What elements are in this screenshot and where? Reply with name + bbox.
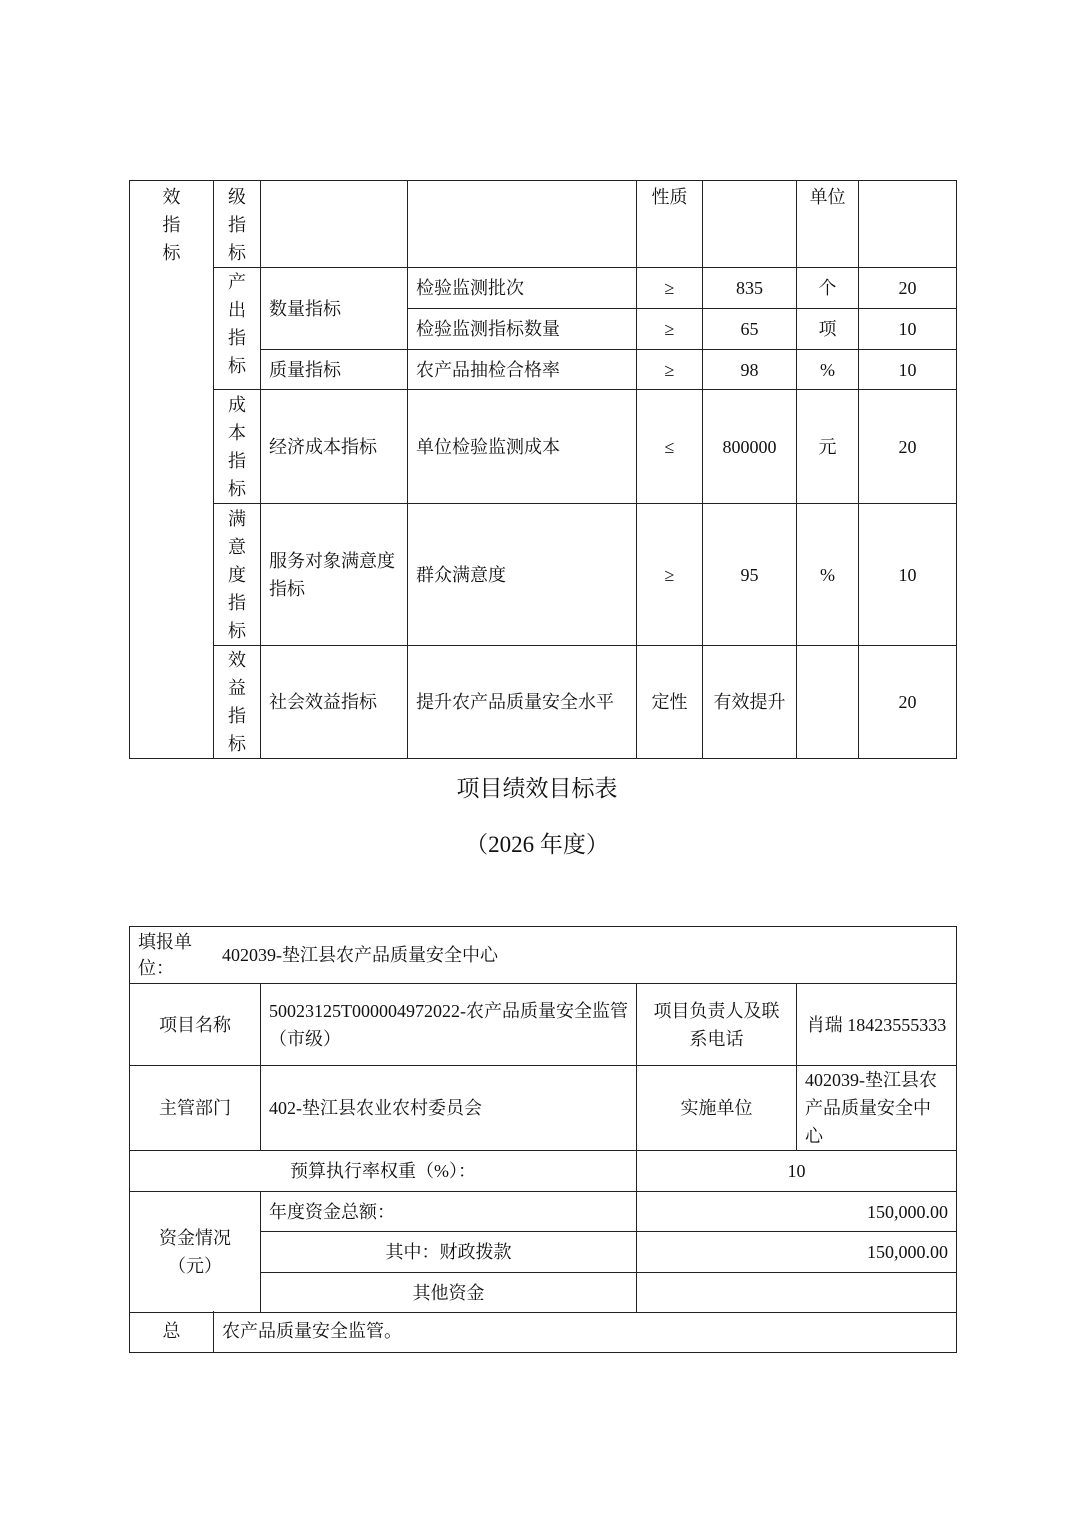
table-row: 满意度指标 服务对象满意度指标 群众满意度 ≥ 95 % 10: [130, 504, 957, 646]
table-row: 质量指标 农产品抽检合格率 ≥ 98 % 10: [130, 350, 957, 390]
table-row: 检验监测指标数量 ≥ 65 项 10: [130, 309, 957, 350]
project-info-table: [129, 926, 957, 1313]
project-name-value: 50023125T000004972022-农产品质量安全监管（市级）: [261, 984, 637, 1066]
funds-label: 资金情况（元）: [130, 1192, 261, 1313]
other-funds-value: [637, 1273, 957, 1313]
table-row: 成本指标 经济成本指标 单位检验监测成本 ≤ 800000 元 20: [130, 390, 957, 504]
annual-funds-value: 150,000.00: [637, 1192, 957, 1232]
impl-label: 实施单位: [637, 1066, 797, 1151]
budget-weight-value: 10: [637, 1151, 957, 1192]
reporter-label: 填报单位：: [138, 932, 192, 978]
unit-header: 单位: [797, 181, 859, 268]
contact-value: 肖瑞 18423555333: [797, 984, 957, 1066]
level1-header: 效指标: [130, 181, 214, 759]
dept-label: 主管部门: [130, 1066, 261, 1151]
contact-label: 项目负责人及联系电话: [637, 984, 797, 1066]
project-name-label: 项目名称: [130, 984, 261, 1066]
budget-weight-label: 预算执行率权重（%）：: [130, 1151, 637, 1192]
performance-indicator-table: [129, 180, 957, 759]
summary-value: 农产品质量安全监管。: [214, 1311, 957, 1352]
table-row: 产出指标 数量指标 检验监测批次 ≥ 835 个 20: [130, 268, 957, 309]
other-funds-label: 其他资金: [261, 1273, 637, 1313]
impl-value: 402039-垫江县农产品质量安全中心: [797, 1066, 957, 1151]
fiscal-funds-value: 150,000.00: [637, 1232, 957, 1273]
fiscal-funds-label: 其中：财政拨款: [261, 1232, 637, 1273]
page-subtitle: （2026 年度）: [465, 832, 609, 857]
page-title: 项目绩效目标表: [456, 776, 618, 801]
table-row: 效益指标 社会效益指标 提升农产品质量安全水平 定性 有效提升 20: [130, 646, 957, 759]
reporter-value: 402039-垫江县农产品质量安全中心: [222, 945, 498, 965]
nature-header: 性质: [637, 181, 703, 268]
summary-table: [129, 1311, 957, 1353]
level2-header: 级指标: [214, 181, 261, 268]
annual-funds-label: 年度资金总额：: [261, 1192, 637, 1232]
summary-label: 总: [130, 1311, 214, 1352]
dept-value: 402-垫江县农业农村委员会: [261, 1066, 637, 1151]
